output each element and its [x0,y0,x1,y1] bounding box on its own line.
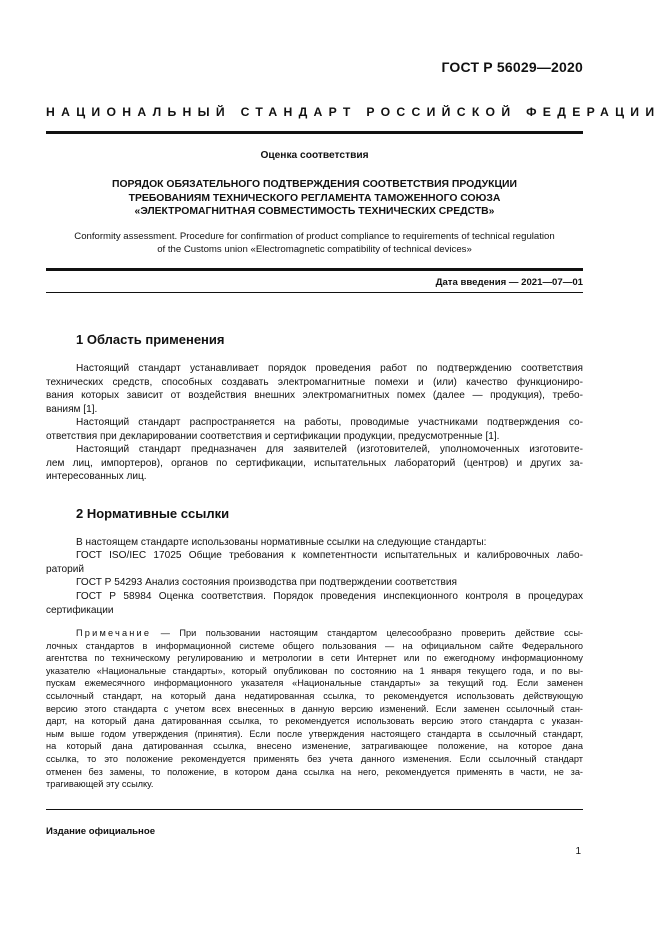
title-russian [46,178,583,219]
section-2-heading: 2 Нормативные ссылки [76,506,230,521]
text-line: ГОСТ Р 54293 Анализ состояния производства при подтверждении соответствия [76,577,457,588]
normative-note [46,627,583,791]
text-line: Настоящий стандарт предназначен для заявителей (изготовителей, уполномоченных изготовите- [76,444,583,455]
note-line: лочных стандартов в информационной системе общего пользования — на официальном сайте Федерального [46,640,583,651]
title-rule [46,268,583,271]
title-english-line: Conformity assessment. Procedure for confirmation of product compliance to requirements of technical regulation [74,231,555,242]
title-russian-line: ТРЕБОВАНИЯМ ТЕХНИЧЕСКОГО РЕГЛАМЕНТА ТАМОЖЕННОГО СОЮЗА [128,192,501,204]
note-first-line [46,627,583,640]
reference-gost-r-58984 [46,590,583,617]
text-line: Настоящий стандарт устанавливает порядок проведения работ по подтверждению соответствия [76,363,583,374]
page-number: 1 [575,846,581,857]
note-line: указателю «Национальные стандарты», который опубликован по состоянию на 1 января текущего года, и по вы- [46,665,583,676]
reference-gost-iso-iec-17025 [46,549,583,576]
document-subject: Оценка соответствия [260,150,369,161]
text-line: интересованных лиц. [46,471,147,482]
note-line: на который дана датированная ссылка, внесено изменение, затрагивающее положение, на которое дана [46,741,583,752]
date-rule [46,292,583,293]
text-line: В настоящем стандарте использованы нормативные ссылки на следующие стандарты: [76,537,487,548]
section-1-paragraph-1 [46,362,583,416]
note-line: трагивающей эту ссылку. [46,779,154,790]
introduction-date: Дата введения — 2021—07—01 [435,277,583,288]
note-label: Примечание [76,628,152,638]
note-line: версию этого стандарта с учетом всех внесенных в данную версию изменений. Если заменен ссылочный стан- [46,703,583,714]
title-english-line: of the Customs union «Electromagnetic compatibility of technical devices» [157,244,472,256]
note-line: ным выше годом утверждения (принятия). Если после утверждения настоящего стандарта в ссылочный стандарт, [46,728,583,739]
national-standard-title: НАЦИОНАЛЬНЫЙ СТАНДАРТ РОССИЙСКОЙ ФЕДЕРАЦИИ [46,105,661,119]
gost-number: ГОСТ Р 56029—2020 [441,59,583,75]
section-1-paragraph-3 [46,443,583,484]
note-line: ссылочный стандарт, на который дана недатированная ссылка, то рекомендуется использовать действующую [46,690,583,701]
note-line: агентства по техническому регулированию и метрологии в сети Интернет или по ежегодному информационному [46,653,583,664]
note-line: отменен без замены, то положение, в котором дана ссылка на него, рекомендуется применять в части, не за- [46,766,583,777]
footer-rule [46,809,583,810]
note-first-line-text: — При пользовании настоящим стандартом целесообразно проверить действие ссы- [151,628,583,638]
text-line: лем лиц, импортеров), органов по сертификации, испытательных лабораторий (центров) и других за- [46,457,583,469]
section-1-heading: 1 Область применения [76,332,225,347]
reference-gost-r-54293 [46,576,583,590]
text-line: сертификации [46,604,114,616]
text-line: Настоящий стандарт распространяется на работы, проводимые участниками подтверждения со- [76,417,583,428]
text-line: вания которых зависит от воздействия внешних электромагнитных помех (далее — продукция), требо- [46,390,583,401]
title-english [46,230,583,257]
note-line: ссылка, то это положение рекомендуется применять без учета данного изменения. Если ссылочный стандарт [46,753,583,764]
note-line: пускам ежемесячного информационного указателя «Национальные стандарты» за текущий год. Если заменен [46,678,583,689]
text-line: раторий [46,563,85,575]
title-russian-line: ПОРЯДОК ОБЯЗАТЕЛЬНОГО ПОДТВЕРЖДЕНИЯ СООТВЕТСТВИЯ ПРОДУКЦИИ [112,179,517,190]
text-line: ваниям [1]. [46,403,98,415]
text-line: ГОСТ ISO/IEC 17025 Общие требования к компетентности испытательных и калибровочных лабо- [76,550,583,561]
section-2-intro [46,536,583,550]
header-rule [46,131,583,134]
official-edition-label: Издание официальное [46,826,156,837]
title-russian-line: «ЭЛЕКТРОМАГНИТНАЯ СОВМЕСТИМОСТЬ ТЕХНИЧЕСКИХ СРЕДСТВ» [134,206,495,218]
section-1-paragraph-2 [46,416,583,443]
text-line: ответствия при декларировании соответствия и сертификации продукции, предусмотренные [1]. [46,430,500,442]
text-line: технических средств, способных создавать электромагнитные помехи и (или) качество функциониро- [46,376,583,388]
text-line: ГОСТ Р 58984 Оценка соответствия. Порядок проведения инспекционного контроля в процедурах [76,591,583,602]
note-line: дарт, на который дана датированная ссылка, то рекомендуется использовать версию этого стандарта с указан- [46,716,583,727]
